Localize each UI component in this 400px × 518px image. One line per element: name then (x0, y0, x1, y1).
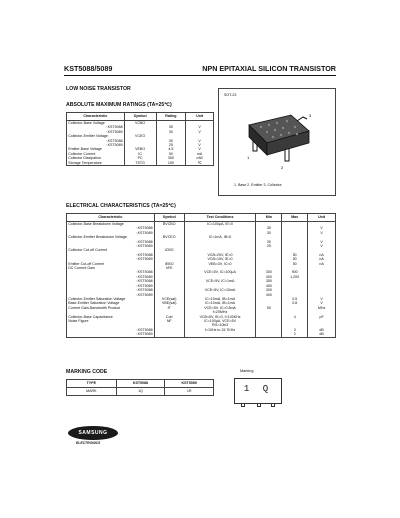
abs-max-cell: 4.5 (156, 147, 186, 151)
elec-cell: V (308, 231, 336, 235)
elec-cell: BVCEO (154, 235, 184, 239)
elec-cell: Collector-Emitter Breakdown Voltage (67, 235, 155, 239)
pin-assignment-note: 1. Base 2. Emitter 3. Collector (234, 183, 282, 187)
elec-cell: : KST5088 (67, 270, 155, 274)
elec-cell: : KST5088 (67, 288, 155, 292)
elec-cell: : KST5088 (67, 253, 155, 257)
abs-max-col-header: Characteristic (67, 113, 125, 121)
elec-cell: V (308, 240, 336, 244)
samsung-logo: SAMSUNG (68, 426, 118, 440)
elec-cell: 30 (256, 231, 282, 235)
elec-col-header: Characteristic (67, 214, 155, 222)
elec-cell: VCE=5V, IC=10mA (184, 288, 256, 292)
elec-cell: NF (154, 319, 184, 323)
part-number: KST5088/5089 (64, 64, 113, 73)
abs-max-cell: mA (186, 152, 214, 156)
abs-max-cell: TSTG (124, 161, 156, 166)
abs-max-cell: Collector Dissipation (67, 156, 125, 160)
elec-cell: : KST5089 (67, 231, 155, 235)
abs-max-cell: 30 (156, 139, 186, 143)
elec-cell: : KST5089 (67, 332, 155, 337)
elec-cell: 450 (256, 284, 282, 288)
elec-cell: VCB=5V, IE=0, f=100KHz (184, 315, 256, 319)
abs-max-cell: VCBO (124, 121, 156, 126)
electrical-characteristics-table (66, 213, 336, 338)
elec-cell: IC=100μA, IE=0 (184, 222, 256, 227)
table-row (67, 332, 336, 337)
marking-value: 1 Q (243, 384, 273, 394)
elec-cell: VCB=20V, IE=0 (184, 253, 256, 257)
abs-max-cell: V (186, 125, 214, 129)
elec-cell: IC=1mA, IB=0 (184, 235, 256, 239)
mark-col-type: TYPE (67, 380, 117, 388)
abs-max-cell: PC (124, 156, 156, 160)
elec-cell: fT (154, 306, 184, 310)
elec-cell: Collector-Base Capacitance (67, 315, 155, 319)
marking-diagram (234, 378, 282, 404)
abs-max-cell: V (186, 139, 214, 143)
elec-cell: 1,200 (282, 275, 308, 279)
abs-max-cell: : KST5089 (67, 143, 125, 147)
package-outline-box (218, 88, 336, 196)
elec-cell: Emitter Cut-off Current (67, 262, 155, 266)
elec-col-header: Unit (308, 214, 336, 222)
abs-max-cell: Storage Temperature (67, 161, 125, 166)
sot23-package-drawing (237, 107, 319, 173)
abs-max-cell: Collector-Emitter Voltage (67, 134, 125, 138)
elec-heading: ELECTRICAL CHARACTERISTICS (TA=25℃) (66, 203, 176, 209)
elec-cell: 900 (282, 270, 308, 274)
abs-max-cell: ℃ (186, 161, 214, 166)
elec-cell: Collector-Base Breakdown Voltage (67, 222, 155, 227)
header-rule (64, 75, 336, 76)
elec-cell: IEBO (154, 262, 184, 266)
elec-cell: Cob (154, 315, 184, 319)
abs-max-cell: 35 (156, 125, 186, 129)
abs-max-cell: VEBO (124, 147, 156, 151)
elec-cell: : KST5088 (67, 279, 155, 283)
abs-max-cell: Collector Current (67, 152, 125, 156)
feature-heading: LOW NOISE TRANSISTOR (66, 86, 131, 92)
elec-cell: pF (308, 315, 336, 319)
elec-cell: 300 (256, 288, 282, 292)
elec-cell: 300 (256, 270, 282, 274)
elec-cell: IC=10mA, IB=1mA (184, 297, 256, 301)
package-name: SOT-23 (224, 93, 237, 97)
abs-max-table (66, 112, 214, 166)
abs-max-col-header: Symbol (124, 113, 156, 121)
abs-max-heading: ABSOLUTE MAXIMUM RATINGS (TA=25℃) (66, 102, 172, 108)
elec-cell: DC Current Gain (67, 266, 155, 270)
samsung-electronics-label: ELECTRONICS (76, 441, 101, 445)
elec-cell: 25 (256, 244, 282, 248)
elec-cell: f=20MHz (184, 310, 256, 314)
abs-max-cell: IC (124, 152, 156, 156)
abs-max-cell: 30 (156, 130, 186, 134)
elec-cell: nA (308, 257, 336, 261)
elec-cell: 30 (256, 240, 282, 244)
elec-cell: : KST5088 (67, 240, 155, 244)
elec-cell: RG=10kΩ (184, 323, 256, 327)
elec-cell: : KST5088 (67, 226, 155, 230)
elec-cell: 0.5 (282, 297, 308, 301)
elec-cell: 50 (282, 262, 308, 266)
svg-text:3: 3 (309, 113, 312, 118)
elec-col-header: Max (282, 214, 308, 222)
elec-cell (154, 332, 184, 337)
elec-cell: 400 (256, 293, 282, 297)
mark-5089: 1R (165, 388, 214, 396)
abs-max-cell: 25 (156, 143, 186, 147)
elec-cell: V (308, 301, 336, 305)
elec-cell: nA (308, 262, 336, 266)
elec-cell: VCB=15V, IE=0 (184, 257, 256, 261)
abs-max-cell: : KST5088 (67, 125, 125, 129)
elec-cell: : KST5089 (67, 275, 155, 279)
elec-cell: : KST5089 (67, 257, 155, 261)
table-row (67, 315, 336, 319)
table-row (67, 161, 214, 166)
elec-cell: VBE(sat) (154, 301, 184, 305)
document-title: NPN EPITAXIAL SILICON TRANSISTOR (202, 64, 336, 73)
svg-text:2: 2 (281, 165, 284, 170)
marking-code-heading: MARKING CODE (66, 369, 108, 375)
abs-max-cell: 350 (156, 156, 186, 160)
elec-cell: nA (308, 253, 336, 257)
elec-cell (184, 332, 256, 337)
elec-cell: 50 (256, 306, 282, 310)
elec-cell: Base-Emitter Saturation Voltage (67, 301, 155, 305)
elec-col-header: Symbol (154, 214, 184, 222)
mark-row-label: MARK (67, 388, 117, 396)
elec-cell: IC=10mA, IB=1mA (184, 301, 256, 305)
abs-max-col-header: Rating (156, 113, 186, 121)
svg-text:1: 1 (247, 155, 250, 160)
abs-max-cell: 150 (156, 161, 186, 166)
abs-max-cell: V (186, 147, 214, 151)
abs-max-cell: Collector-Base Voltage (67, 121, 125, 126)
abs-max-cell: : KST5089 (67, 130, 125, 134)
elec-cell: V (308, 226, 336, 230)
elec-cell: MHz (308, 306, 336, 310)
elec-cell: 4 (282, 315, 308, 319)
elec-col-header: Test Conditions (184, 214, 256, 222)
elec-cell: hFE (154, 266, 184, 270)
elec-cell: ICBO (154, 248, 184, 252)
elec-cell: VCE=5V, IC=0.5mA (184, 306, 256, 310)
elec-cell: : KST5089 (67, 244, 155, 248)
elec-cell: 35 (256, 226, 282, 230)
elec-cell: Collector-Emitter Saturation Voltage (67, 297, 155, 301)
elec-cell: V (308, 244, 336, 248)
elec-cell: Collector Cut-off Current (67, 248, 155, 252)
elec-cell: 50 (282, 253, 308, 257)
abs-max-cell: V (186, 130, 214, 134)
mark-5088: 1Q (116, 388, 165, 396)
abs-max-cell: : KST5088 (67, 139, 125, 143)
marking-code-table (66, 379, 214, 396)
abs-max-cell: 50 (156, 152, 186, 156)
elec-cell: Current Gain-Bandwidth Product (67, 306, 155, 310)
mark-col-5088: KST5088 (116, 380, 165, 388)
mark-col-5089: KST5089 (165, 380, 214, 388)
elec-cell: V (308, 297, 336, 301)
abs-max-cell: V (186, 143, 214, 147)
abs-max-cell: Emitter-Base Voltage (67, 147, 125, 151)
elec-cell: 0.8 (282, 301, 308, 305)
elec-cell: f=10Hz to 15.7KHz (184, 328, 256, 332)
elec-cell: VCE=5V, IC=100μA (184, 270, 256, 274)
abs-max-cell: VCEO (124, 134, 156, 138)
marking-label: Marking (240, 369, 254, 373)
elec-cell: 2 (282, 332, 308, 337)
elec-cell: dB (308, 328, 336, 332)
elec-cell: : KST5089 (67, 284, 155, 288)
elec-cell: BVCBO (154, 222, 184, 227)
elec-cell: VCE(sat) (154, 297, 184, 301)
elec-cell: 350 (256, 279, 282, 283)
elec-cell: VEB=3V, IC=0 (184, 262, 256, 266)
elec-cell: : KST5089 (67, 293, 155, 297)
elec-cell: 50 (282, 257, 308, 261)
elec-cell: 3 (282, 328, 308, 332)
elec-cell: dB (308, 332, 336, 337)
elec-col-header: Min (256, 214, 282, 222)
elec-cell: VCE=5V, IC=1mA (184, 279, 256, 283)
abs-max-cell: mW (186, 156, 214, 160)
elec-cell: Noise Figure (67, 319, 155, 323)
elec-cell: 400 (256, 275, 282, 279)
elec-cell: IC=100μA, VCE=5V (184, 319, 256, 323)
elec-cell: : KST5088 (67, 328, 155, 332)
elec-cell (256, 332, 282, 337)
abs-max-col-header: Unit (186, 113, 214, 121)
